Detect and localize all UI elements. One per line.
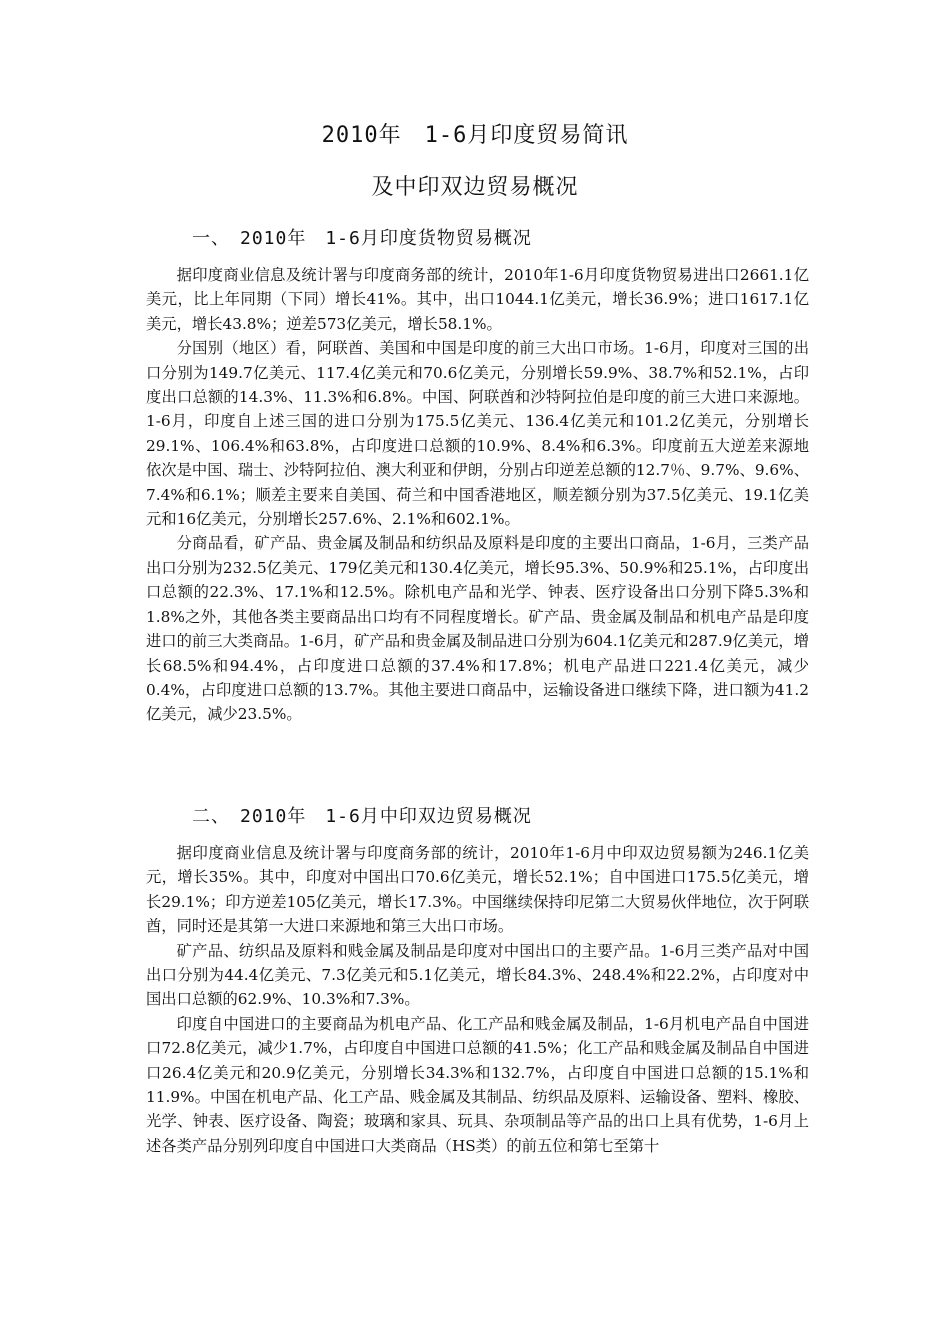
document-subtitle: 及中印双边贸易概况 [371,175,579,200]
section-heading-china-india-trade: 二、 2010年 1-6月中印双边贸易概况 [192,806,532,827]
paragraph: 印度自中国进口的主要商品为机电产品、化工产品和贱金属及制品，1-6月机电产品自中国进口72.8亿美元，减少1.7%，占印度自中国进口总额的41.5%；化工产品和贱金属及制品自中国进口26.4亿美元和20.9亿美元，分别增长34.3%和132.7%，占印度自中国进口总额的15.1%和11.9%。中国在机电产品、化工产品、贱金属及其制品、纺织品及原料、运输设备、塑料、橡胶、光学、钟表、医疗设备、陶瓷；玻璃和家具、玩具、杂项制品等产品的出口上具有优势，1-6月上述各类产品分别列印度自中国进口大类商品（HS类）的前五位和第七至第十 [146,1014,809,1155]
section-body-india-trade [146,263,809,727]
document-title: 2010年 1-6月印度贸易简讯 [321,123,629,148]
paragraph: 分国别（地区）看，阿联酋、美国和中国是印度的前三大出口市场。1-6月，印度对三国的出口分别为149.7亿美元、117.4亿美元和70.6亿美元，分别增长59.9%、38.7%和52.1%，占印度出口总额的14.3%、11.3%和6.8%。中国、阿联酋和沙特阿拉伯是印度的前三大进口来源地。1-6月，印度自上述三国的进口分别为175.5亿美元、136.4亿美元和101.2亿美元，分别增长29.1%、106.4%和63.8%，占印度进口总额的10.9%、8.4%和6.3%。印度前五大逆差来源地依次是中国、瑞士、沙特阿拉伯、澳大利亚和伊朗，分别占印逆差总额的12.7％、9.7%、9.6%、7.4%和6.1%；顺差主要来自美国、荷兰和中国香港地区，顺差额分别为37.5亿美元、19.1亿美元和16亿美元，分别增长257.6%、2.1%和602.1%。 [146,339,809,529]
paragraph: 据印度商业信息及统计署与印度商务部的统计，2010年1-6月印度货物贸易进出口2661.1亿美元，比上年同期（下同）增长41%。其中，出口1044.1亿美元，增长36.9%；进口1617.1亿美元，增长43.8%；逆差573亿美元，增长58.1%。 [146,266,809,333]
paragraph: 据印度商业信息及统计署与印度商务部的统计，2010年1-6月中印双边贸易额为246.1亿美元，增长35%。其中，印度对中国出口70.6亿美元，增长52.1%；自中国进口175.5亿美元，增长29.1%；印方逆差105亿美元，增长17.3%。中国继续保持印尼第二大贸易伙伴地位，次于阿联酋，同时还是其第一大进口来源地和第三大出口市场。 [146,844,809,936]
paragraph: 分商品看，矿产品、贵金属及制品和纺织品及原料是印度的主要出口商品，1-6月，三类产品出口分别为232.5亿美元、179亿美元和130.4亿美元，增长95.3%、50.9%和25.1%，占印度出口总额的22.3%、17.1%和12.5%。除机电产品和光学、钟表、医疗设备出口分别下降5.3%和1.8%之外，其他各类主要商品出口均有不同程度增长。矿产品、贵金属及制品和机电产品是印度进口的前三大类商品。1-6月，矿产品和贵金属及制品进口分别为604.1亿美元和287.9亿美元，增长68.5%和94.4%，占印度进口总额的37.4%和17.8%；机电产品进口221.4亿美元，减少0.4%，占印度进口总额的13.7%。其他主要进口商品中，运输设备进口继续下降，进口额为41.2亿美元，减少23.5%。 [146,534,809,724]
section-body-china-india-trade [146,841,809,1158]
section-heading-india-trade: 一、 2010年 1-6月印度货物贸易概况 [192,228,532,249]
paragraph: 矿产品、纺织品及原料和贱金属及制品是印度对中国出口的主要产品。1-6月三类产品对中国出口分别为44.4亿美元、7.3亿美元和5.1亿美元，增长84.3%、248.4%和22.2%，占印度对中国出口总额的62.9%、10.3%和7.3%。 [146,941,809,1009]
